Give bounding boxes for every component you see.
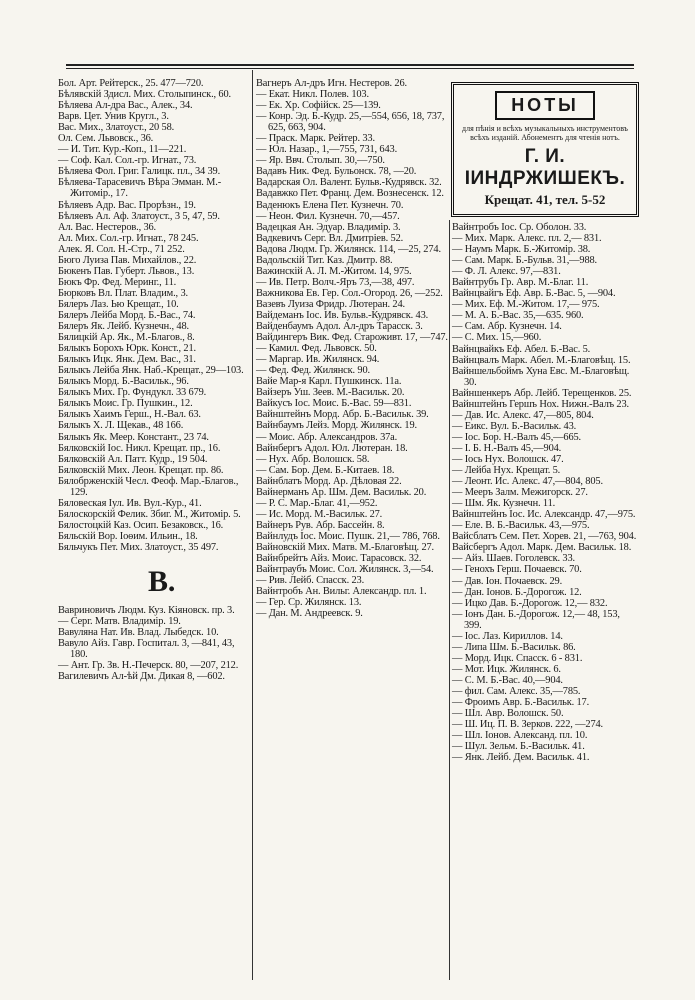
directory-entry: — Гер. Ср. Жилянск. 13. <box>256 597 362 609</box>
sheet-music-advertisement <box>451 82 639 217</box>
directory-entry: — Іонъ Дан. Б.-Дорогож. 12,— 48, 153, 399. <box>452 608 620 631</box>
directory-entry: Вавриновичъ Людм. Куз. Кіяновск. пр. 3. <box>58 605 235 617</box>
directory-entry: — Ш. Иц. П. В. Зерков. 222, —274. <box>452 719 603 731</box>
directory-entry: — И. Тит. Кур.-Коп., 11—221. <box>58 144 187 156</box>
directory-entry: Вайнтробъ Іос. Ср. Оболон. 33. <box>452 222 587 233</box>
directory-entry: — Мот. Ицк. Жилянск. 6. <box>452 663 561 675</box>
directory-entry: Бялеръ Лаз. Ью Крещат., 10. <box>58 298 179 310</box>
directory-entry: Важникова Ев. Гер. Сол.-Огород. 26, —252. <box>256 287 443 299</box>
directory-entry: Вайнбрейтъ Айз. Моис. Тарасовск. 32. <box>256 553 422 565</box>
directory-entry: Вадавжко Пет. Франц. Дем. Вознесенск. 12. <box>256 188 444 200</box>
directory-entry: Ол. Сем. Львовск., 36. <box>58 133 154 145</box>
directory-entry: — Фроимъ Авр. Б.-Васильк. 17. <box>452 697 590 709</box>
directory-entry: — І. Б. Н.-Валъ 45,—904. <box>452 442 562 454</box>
entries-column-2 <box>256 78 451 619</box>
directory-entry: — Камил. Фед. Львовск. 50. <box>256 343 377 355</box>
directory-entry: Бялобрженскій Чесл. Феоф. Мар.-Благов., 129. <box>58 475 239 498</box>
directory-entry: Бяльскій Вор. Іоѳим. Ильин., 18. <box>58 530 198 542</box>
directory-entry: — Іос. Лаз. Кириллов. 14. <box>452 630 563 642</box>
directory-entry: Бялыкъ Хаимъ Герш., Н.-Вал. 63. <box>58 409 201 421</box>
directory-entry: — Р. С. Мар.-Благ. 41,—952. <box>256 497 378 509</box>
directory-entry: — Еле. В. Б.-Васильк. 43,—975. <box>452 520 590 532</box>
directory-entry: Вадольскій Тит. Каз. Дмитр. 88. <box>256 254 393 266</box>
directory-entry: — Еикс. Вул. Б.-Васильк. 43. <box>452 420 577 432</box>
directory-entry: — Соф. Кал. Сол.-гр. Игнат., 73. <box>58 155 197 167</box>
directory-entry: — Маргар. Ив. Жилянск. 94. <box>256 354 380 366</box>
directory-entry: Бялыкъ Мих. Гр. Фундукл. 33 679. <box>58 387 207 399</box>
directory-entry: Бялостоцкій Каз. Осип. Безаковск., 16. <box>58 519 224 531</box>
directory-entry: — С. Мих. 15,—960. <box>452 332 542 344</box>
directory-entry: Бялыкъ Морд. Б.-Васильк., 96. <box>58 376 189 388</box>
directory-entry: — Морд. Ицк. Спасск. 6 - 831. <box>452 652 583 664</box>
directory-entry: Вадарская Ол. Валент. Бульв.-Кудрявск. 32. <box>256 177 442 189</box>
directory-entry: — Нух. Абр. Волошск. 58. <box>256 453 370 465</box>
directory-entry: Бялеръ Як. Лейб. Кузнечн., 48. <box>58 321 189 333</box>
directory-entry: Ваденюкъ Елена Пет. Кузнечн. 70. <box>256 199 404 211</box>
directory-entry: — Ек. Хр. Софійск. 25—139. <box>256 100 381 112</box>
directory-entry: Вайденбаумъ Адол. Ал-дръ Тарасск. 3. <box>256 321 423 333</box>
directory-entry: — Шл. Іонов. Александ. пл. 10. <box>452 730 588 742</box>
entries-v-section <box>58 605 248 682</box>
directory-entry: — Мих. Еф. М.-Житом. 17,— 975. <box>452 299 600 311</box>
directory-entry: — Сам. Бор. Дем. Б.-Китаев. 18. <box>256 464 395 476</box>
directory-entry: Вайдингеръ Вик. Фед. Староживт. 17, —747. <box>256 332 448 344</box>
directory-entry: Вазевъ Луиза Фридр. Лютеран. 24. <box>256 298 405 310</box>
directory-entry: Бѣляева Ал-дра Вас., Алек., 34. <box>58 100 193 112</box>
directory-entry: Вайнерманъ Ар. Шм. Дем. Васильк. 20. <box>256 486 427 498</box>
directory-entry: — Сам. Марк. Б.-Бульв. 31,—988. <box>452 255 597 267</box>
directory-entry: — Леонт. Ис. Алекс. 47,—804, 805. <box>452 476 603 488</box>
directory-entry: — Ф. Л. Алекс. 97,—831. <box>452 266 561 278</box>
directory-entry: Вайнтраубъ Моис. Сол. Жилянск. 3,—54. <box>256 564 434 576</box>
directory-entry: — Ис. Морд. М.-Васильк. 27. <box>256 508 383 520</box>
directory-entry: Вайнеръ Рув. Абр. Бассейн. 8. <box>256 519 385 531</box>
directory-entry: — Мих. Марк. Алекс. пл. 2,— 831. <box>452 233 602 245</box>
directory-entry: Вайновскій Мих. Матв. М.-Благовѣщ. 27. <box>256 541 434 553</box>
directory-entry: Бюрковъ Вл. Плат. Владим., 3. <box>58 287 188 299</box>
column-3 <box>452 222 638 763</box>
directory-entry: — Ицко Дав. Б.-Дорогож. 12,— 832. <box>452 597 608 609</box>
directory-entry: — Моис. Абр. Александров. 37а. <box>256 431 398 443</box>
directory-entry: Бялоскорскій Фелик. Збиг. М., Житомір. 5. <box>58 508 241 520</box>
directory-entry: — Рив. Лейб. Спасск. 23. <box>256 575 365 587</box>
directory-entry: Важинскій А. Л. М.-Житом. 14, 975. <box>256 265 412 277</box>
directory-entry: — Ант. Гр. Зв. Н.-Печерск. 80, —207, 212. <box>58 660 239 672</box>
directory-entry: Бялеръ Лейба Морд. Б.-Вас., 74. <box>58 309 196 321</box>
directory-entry: Вавуляна Нат. Ив. Влад. Лыбедск. 10. <box>58 627 219 639</box>
directory-entry: — Дан. М. Андреевск. 9. <box>256 608 363 620</box>
directory-entry: — Липа Шм. Б.-Васильк. 86. <box>452 641 576 653</box>
directory-entry: Вадавъ Ник. Фед. Бульонск. 78, —20. <box>256 166 417 178</box>
directory-entry: Вайнтрубъ Гр. Авр. М.-Благ. 11. <box>452 277 589 289</box>
directory-entry: Вайсблатъ Сем. Пет. Хорев. 21, —763, 904. <box>452 531 637 543</box>
directory-entry: Бялыкъ Моис. Гр. Пушкин., 12. <box>58 398 193 410</box>
directory-entry: Вавуло Айз. Гавр. Госпитал. 3, —841, 43, 180. <box>58 638 235 661</box>
directory-entry: — Серг. Матв. Владимір. 19. <box>58 616 181 628</box>
directory-entry: Бялковскій Мих. Леон. Крещат. пр. 86. <box>58 464 224 476</box>
directory-entry: Бѣляева-Тарасевичъ Вѣра Эмман. М.-Житомір., 17. <box>58 177 222 200</box>
directory-entry: — М. А. Б.-Вас. 35,—635. 960. <box>452 310 584 322</box>
ad-merchant-name: Г. И. ІИНДРЖИШЕКЪ. <box>464 146 626 189</box>
directory-entry: — Іос. Бор. Н.-Валъ 45,—665. <box>452 431 581 443</box>
ad-subtitle: для пѣнія и всѣхъ музыкальныхъ инструментовъ всѣхъ изданій. Абонементъ для чтенія нотъ. <box>462 124 628 142</box>
column-2 <box>256 78 451 619</box>
directory-entry: — Фед. Фед. Жилянск. 90. <box>256 365 370 377</box>
directory-entry: Бялыкъ Як. Меер. Констант., 23 74. <box>58 431 209 443</box>
directory-entry: Вагнеръ Ал-дръ Игн. Нестеров. 26. <box>256 78 407 89</box>
directory-entry: Вайнцвалъ Марк. Абел. М.-Благовѣщ. 15. <box>452 354 631 366</box>
directory-entry: Вайншенкеръ Абр. Лейб. Терещенков. 25. <box>452 387 632 399</box>
directory-entry: Вайнцвайкъ Еф. Абел. Б.-Вас. 5. <box>452 343 591 355</box>
directory-entry: — Шм. Як. Кузнечн. 11. <box>452 498 556 510</box>
directory-entry: Бялыкъ Х. Л. Щекав., 48 166. <box>58 420 184 432</box>
directory-entry: Вайнштейнъ Гершъ Нох. Нижн.-Валъ 23. <box>452 398 629 410</box>
directory-entry: Вайнштейнъ Іос. Ис. Александр. 47,—975. <box>452 509 636 521</box>
directory-entry: — Праск. Марк. Рейтер. 33. <box>256 133 375 145</box>
directory-entry: Вайнштейнъ Морд. Абр. Б.-Васильк. 39. <box>256 409 429 421</box>
directory-entry: Бѣляевъ Адр. Вас. Прорѣзн., 19. <box>58 199 196 211</box>
directory-entry: — Неон. Фил. Кузнечн. 70,—457. <box>256 210 400 222</box>
entries-b-section <box>58 78 248 553</box>
directory-entry: — Лейба Нух. Крещат. 5. <box>452 465 561 477</box>
directory-entry: Бялицкій Ар. Як., М.-Благов., 8. <box>58 332 195 344</box>
column-1 <box>58 78 248 682</box>
top-rule <box>66 64 634 66</box>
directory-entry: Вайнцвайгъ Еф. Авр. Б.-Вас. 5, —904. <box>452 288 616 300</box>
directory-entry: — Екат. Никл. Полев. 103. <box>256 89 369 101</box>
directory-entry: Ал. Мих. Сол.-гр. Игнат., 78 245. <box>58 232 199 244</box>
directory-entry: Вагилевичъ Ал-ѣй Дм. Дикая 8, —602. <box>58 671 225 683</box>
directory-entry: Бѣлявскій Здисл. Мих. Столыпинск., 60. <box>58 89 231 101</box>
directory-entry: — Ив. Петр. Волч.-Яръ 73,—38, 497. <box>256 276 415 288</box>
directory-entry: Вадецкая Ан. Эдуар. Владимір. 3. <box>256 221 401 233</box>
directory-entry: — Сам. Абр. Кузнечн. 14. <box>452 321 562 333</box>
directory-entry: — С. М. Б.-Вас. 40,—904. <box>452 674 563 686</box>
directory-entry: — Дав. Ис. Алекс. 47,—805, 804. <box>452 409 594 421</box>
directory-entry: — Юл. Назар., 1,—755, 731, 643. <box>256 144 398 156</box>
directory-entry: Алек. Я. Сол. Н.-Стр., 71 252. <box>58 243 185 255</box>
directory-entry: Варв. Цет. Унив Кругл., 3. <box>58 111 169 123</box>
directory-entry: Бялыкъ Борохъ Юрк. Конст., 21. <box>58 343 196 355</box>
directory-entry: Вадова Людм. Гр. Жилянск. 114, —25, 274. <box>256 243 441 255</box>
directory-entry: — Дан. Іонов. Б.-Дорогож. 12. <box>452 586 582 598</box>
directory-entry: Вас. Мих., Златоуст., 20 58. <box>58 122 175 134</box>
directory-entry: Вайнблатъ Морд. Ар. Дѣловая 22. <box>256 475 402 487</box>
directory-entry: Бюго Луиза Пав. Михайлов., 22. <box>58 254 197 266</box>
directory-entry: — Мееръ Залм. Межигорск. 27. <box>452 487 588 499</box>
ad-address: Крещат. 41, тел. 5-52 <box>484 192 606 207</box>
directory-entry: Вайсбергъ Адол. Марк. Дем. Васильк. 18. <box>452 542 632 554</box>
directory-entry: Бялковскій Іос. Никл. Крещат. пр., 16. <box>58 442 221 454</box>
directory-entry: — Іось Нух. Волошск. 47. <box>452 453 564 465</box>
directory-entry: Вайнтробъ Ан. Вильг. Александр. пл. 1. <box>256 586 427 598</box>
directory-entry: — Яр. Ввч. Столып. 30,—750. <box>256 155 385 167</box>
directory-entry: Вайншельбоймъ Хуна Евс. М.-Благовѣщ. 30. <box>452 365 630 388</box>
directory-entry: Вайзеръ Уш. Зеев. М.-Васильк. 20. <box>256 387 405 399</box>
directory-entry: Вайнлудъ Іос. Моис. Пушк. 21,— 786, 768. <box>256 530 440 542</box>
directory-entry: — фил. Сам. Алекс. 35,—785. <box>452 685 581 697</box>
directory-entry: — Наумъ Марк. Б.-Житомір. 38. <box>452 244 591 256</box>
directory-entry: Бялыкъ Лейба Янк. Наб.-Крещат., 29—103. <box>58 365 244 377</box>
section-letter: В. <box>148 565 176 599</box>
directory-entry: Бяловеская Іул. Ив. Вул.-Кур., 41. <box>58 497 202 509</box>
directory-entry: Бѣляева Фол. Григ. Галицк. пл., 34 39. <box>58 166 221 178</box>
directory-entry: Вайнбаумъ Лейз. Морд. Жилянск. 19. <box>256 420 417 432</box>
entries-column-3 <box>452 222 638 763</box>
column-divider <box>252 70 253 980</box>
directory-entry: — Дав. Іон. Почаевск. 29. <box>452 575 563 587</box>
directory-entry: Вайдеманъ Іос. Ив. Бульв.-Кудрявск. 43. <box>256 309 429 321</box>
directory-entry: Бяльчукъ Пет. Мих. Златоуст., 35 497. <box>58 541 219 553</box>
directory-entry: Вайе Мар-я Карл. Пушкинск. 11а. <box>256 376 402 388</box>
directory-entry: Бялыкъ Ицк. Янк. Дем. Вас., 31. <box>58 354 196 366</box>
directory-entry: Бюкенъ Пав. Губерт. Львов., 13. <box>58 265 195 277</box>
directory-entry: Бѣляевъ Ал. Аф. Златоуст., 3 5, 47, 59. <box>58 210 220 222</box>
top-rule-thin <box>66 68 634 69</box>
directory-entry: — Шл. Авр. Волошск. 50. <box>452 708 564 720</box>
directory-entry: Бюкъ Фр. Фед. Меринг., 11. <box>58 276 177 288</box>
directory-entry: — Шул. Зельм. Б.-Васильк. 41. <box>452 741 585 753</box>
directory-entry: Вайкусъ Іос. Моис. Б.-Вас. 59—831. <box>256 398 412 410</box>
ad-title: НОТЫ <box>495 91 595 120</box>
directory-entry: Вайнбергъ Адол. Юл. Лютеран. 18. <box>256 442 408 454</box>
directory-entry: — Генохъ Герш. Почаевск. 70. <box>452 564 582 576</box>
directory-entry: — Янк. Лейб. Дем. Васильк. 41. <box>452 752 590 764</box>
directory-entry: — Конр. Эд. Б.-Кудр. 25,—554, 656, 18, 737, 625, 663, 904. <box>256 111 445 134</box>
directory-entry: Бялковскій Ал. Патт. Кудр., 19 504. <box>58 453 208 465</box>
directory-entry: — Айз. Шаев. Гоголевск. 33. <box>452 553 575 565</box>
directory-entry: Вадкевичъ Серг. Вл. Дмитріев. 52. <box>256 232 404 244</box>
directory-entry: Ал. Вас. Нестеров., 36. <box>58 221 157 233</box>
directory-entry: Бол. Арт. Рейтерск., 25. 477—720. <box>58 78 204 89</box>
